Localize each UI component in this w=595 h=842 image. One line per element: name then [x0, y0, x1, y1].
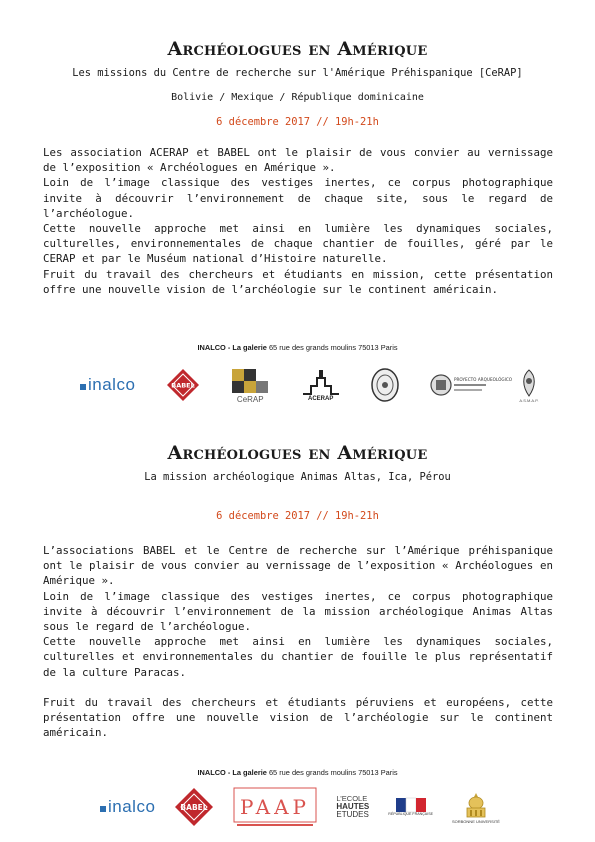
- inalco-mark-icon: [100, 806, 106, 812]
- inalco-logo: inalco: [100, 797, 155, 817]
- seal-logo: [371, 368, 399, 402]
- subtitle-2: La mission archéologique Animas Altas, Ica, Pérou: [144, 471, 451, 483]
- republique-francaise-logo: RÉPUBLIQUE FRANÇAISE: [388, 798, 433, 816]
- body-text-2: [43, 543, 553, 741]
- ephe-logo: L’ECOLE HAUTES ETUDES: [336, 794, 370, 819]
- sorbonne-logo: SORBONNE UNIVERSITÉ: [452, 791, 500, 824]
- body-text: [43, 145, 553, 297]
- venue-address: 65 rue des grands moulins 75013 Paris: [268, 768, 398, 777]
- paragraph: Fruit du travail des chercheurs et étudiants péruviens et européens, cette présentation offre une nouvelle vision de l’archéologie sur le continent américain.: [43, 696, 553, 740]
- page-title: Archéologues en Amérique: [167, 38, 428, 60]
- venue-2: [0, 768, 595, 777]
- paragraph: L’associations BABEL et le Centre de recherche sur l’Amérique préhispanique ont le plaisir de vous convier au vernissage de l’exposition « Archéologues en Amérique ».: [43, 544, 553, 588]
- babel-logo: [174, 787, 214, 827]
- inalco-mark-icon: [80, 384, 86, 390]
- cerap-logo: CeRAP: [230, 367, 270, 404]
- paragraph: Cette nouvelle approche met ainsi en lumière les dynamiques sociales, culturelles, environnementales de chaque chantier de fouilles, géré par le CERAP et par le Muséum national d’Histoire naturelle.: [43, 222, 553, 266]
- partner-logos: [80, 360, 540, 410]
- event-date-2: 6 décembre 2017 // 19h-21h: [216, 510, 379, 522]
- inalco-logo: inalco: [80, 375, 135, 395]
- paragraph: Cette nouvelle approche met ainsi en lumière les dynamiques sociales, culturelles et environnementales du chantier de fouille le plus représentatif de la culture Paracas.: [43, 635, 553, 679]
- paap-logo: [233, 787, 317, 827]
- svg-text:BABEL: BABEL: [180, 803, 208, 812]
- svg-text:PROYECTO ARQUEOLÓGICO: PROYECTO ARQUEOLÓGICO: [453, 377, 512, 382]
- page-title-2: Archéologues en Amérique: [167, 442, 428, 464]
- paragraph: Loin de l’image classique des vestiges inertes, ce corpus photographique invite à découvrir l’environnement de la mission archéologique Animas Altas sous le regard de l’archéologue.: [43, 589, 553, 634]
- svg-text:BABEL: BABEL: [171, 381, 195, 390]
- acerap-logo: ACERAP: [301, 368, 341, 402]
- paragraph: Les association ACERAP et BABEL ont le plaisir de vous convier au vernissage de l’exposition « Archéologues en Amérique ».: [43, 146, 553, 175]
- partner-logos-2: [100, 782, 500, 832]
- paragraph: Loin de l’image classique des vestiges inertes, ce corpus photographique invite à découvrir l’environnement de chaque site, sous le regard de l’archéologue.: [43, 176, 553, 220]
- venue: [0, 343, 595, 352]
- asmap-logo: A.S.M.A.P.: [518, 368, 540, 403]
- event-date: 6 décembre 2017 // 19h-21h: [216, 116, 379, 128]
- proyecto-arqueologico-logo: [430, 370, 512, 400]
- paragraph: Fruit du travail des chercheurs et étudiants en mission, cette présentation offre une nouvelle vision de l’archéologie sur le continent américain.: [43, 267, 553, 296]
- venue-address: 65 rue des grands moulins 75013 Paris: [268, 343, 398, 352]
- countries: Bolivie / Mexique / République dominicaine: [171, 92, 424, 103]
- venue-name: INALCO - La galerie: [197, 768, 267, 777]
- paragraph-spacer: [43, 680, 553, 695]
- subtitle: Les missions du Centre de recherche sur l'Amérique Préhispanique [CeRAP]: [72, 67, 523, 79]
- svg-text:PAAP: PAAP: [240, 795, 311, 819]
- venue-name: INALCO - La galerie: [197, 343, 267, 352]
- babel-logo: [166, 368, 200, 402]
